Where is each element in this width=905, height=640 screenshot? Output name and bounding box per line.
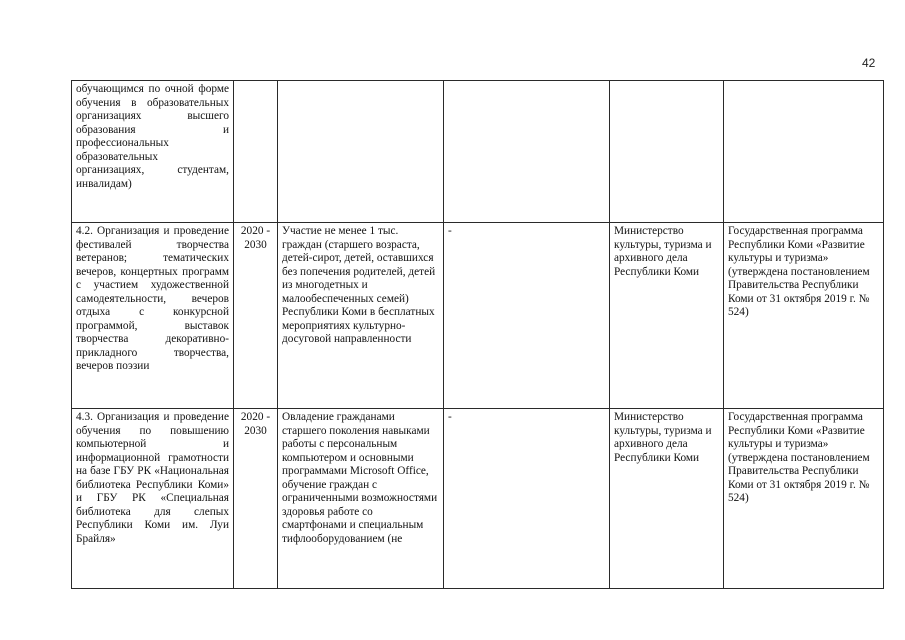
extra-text: - — [448, 225, 452, 237]
page-number: 42 — [862, 56, 876, 70]
measure-name-text: 4.3. Организация и проведение обучения по повышению компьютерной и информационной грамотности на базе ГБУ РК «Национальная библиотека Республики Коми» и ГБУ РК «Специальная библиотека для слепых Республики Коми им. Луи Брайля» — [76, 411, 229, 545]
measure-name-text: 4.2. Организация и проведение фестивалей творчества ветеранов; тематических вечеров, концертных программ с участием художественной самодеятельности, вечеров отдыха с конкурсной программой, выставок творчества декоративно-прикладного творчества, вечеров поэзии — [76, 225, 229, 372]
indicator-cell — [278, 409, 444, 589]
years-cell — [234, 81, 278, 223]
program-cell — [724, 409, 884, 589]
indicator-text: Участие не менее 1 тыс. граждан (старшего возраста, детей-сирот, детей, оставшихся без попечения родителей, детей из многодетных и малообеспеченных семей) Республики Коми в бесплатных мероприятиях культурно-досуговой направленности — [282, 225, 436, 345]
extra-cell — [444, 81, 610, 223]
indicator-cell — [278, 223, 444, 409]
years-cell — [234, 409, 278, 589]
executor-cell — [610, 81, 724, 223]
measure-name-cell — [72, 223, 234, 409]
extra-cell — [444, 409, 610, 589]
executor-text: Министерство культуры, туризма и архивного дела Республики Коми — [614, 411, 712, 464]
years-text: 2020 - 2030 — [240, 411, 271, 437]
program-cell — [724, 81, 884, 223]
measures-table — [71, 80, 884, 589]
program-text: Государственная программа Республики Коми «Развитие культуры и туризма» (утверждена постановлением Правительства Республики Коми от 31 октября 2019 г. № 524) — [728, 411, 870, 504]
program-text: Государственная программа Республики Коми «Развитие культуры и туризма» (утверждена постановлением Правительства Республики Коми от 31 октября 2019 г. № 524) — [728, 225, 870, 318]
years-text: 2020 - 2030 — [240, 225, 271, 251]
executor-text: Министерство культуры, туризма и архивного дела Республики Коми — [614, 225, 712, 278]
table-row — [72, 409, 884, 589]
extra-cell — [444, 223, 610, 409]
extra-text: - — [448, 411, 452, 423]
measure-name-cell — [72, 409, 234, 589]
table-row — [72, 223, 884, 409]
indicator-text: Овладение гражданами старшего поколения навыками работы с персональным компьютером и основными программами Microsoft Office, обучение граждан с ограниченными возможностями здоровья работе со смартфонами и специальным тифлооборудованием (не — [282, 411, 438, 545]
measure-name-cell — [72, 81, 234, 223]
measure-name-continued: обучающимся по очной форме обучения в образовательных организациях высшего образования и профессиональных образовательных организациях, студентам, инвалидам) — [76, 83, 229, 190]
indicator-cell — [278, 81, 444, 223]
table-row — [72, 81, 884, 223]
executor-cell — [610, 223, 724, 409]
executor-cell — [610, 409, 724, 589]
years-cell — [234, 223, 278, 409]
program-cell — [724, 223, 884, 409]
